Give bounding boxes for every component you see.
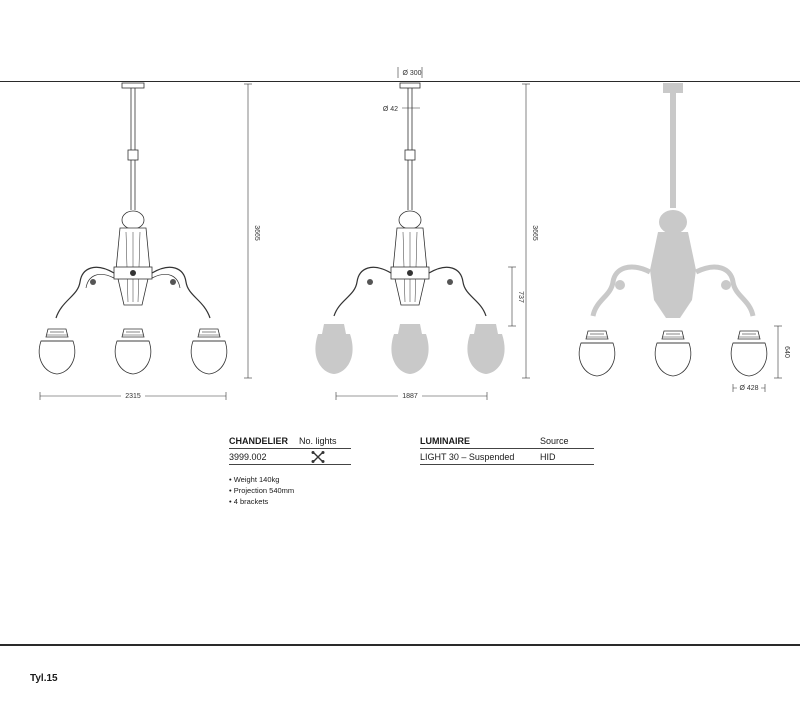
lamp-diameter-label: Ø 428 (739, 385, 759, 392)
luminaire-type: LIGHT 30 – Suspended (420, 451, 515, 462)
chandelier-table-row (229, 449, 351, 465)
height-label-left: 3665 (253, 225, 260, 241)
chandelier-silhouette-drawing (579, 83, 767, 376)
rod-diameter-label: Ø 42 (382, 106, 398, 113)
luminaire-spec-table (420, 434, 594, 465)
height-label-middle: 3665 (531, 225, 538, 241)
canopy-diameter-label: Ø 300 (402, 70, 422, 77)
luminaire-table-row (420, 449, 594, 465)
bracket-height-label: 737 (517, 291, 524, 303)
chandelier-header-label: CHANDELIER (229, 436, 289, 446)
lamp-height-label: 640 (783, 346, 790, 358)
page-reference: Tyl.15 (30, 673, 58, 684)
middle-height-dimension (522, 84, 538, 378)
chandelier-luminaire-drawing (315, 83, 504, 374)
left-height-dimension (244, 84, 260, 378)
source-header: Source (540, 436, 569, 446)
left-width-dimension (40, 391, 226, 400)
chandelier-line-drawing (39, 83, 227, 374)
four-arm-cross-icon (311, 451, 325, 463)
no-lights-header: No. lights (299, 436, 337, 446)
lamp-diameter-dimension (733, 383, 765, 392)
luminaire-header-label: LUMINAIRE (420, 436, 470, 446)
luminaire-source: HID (540, 451, 556, 462)
note-weight: • Weight 140kg (229, 475, 280, 484)
chandelier-code: 3999.002 (229, 451, 267, 462)
note-brackets: • 4 brackets (229, 497, 269, 506)
note-projection: • Projection 540mm (229, 486, 295, 495)
width-label-left: 2315 (125, 393, 141, 400)
chandelier-spec-table (229, 434, 351, 465)
luminaire-table-header (420, 434, 594, 449)
rod-diameter-dimension (383, 106, 420, 113)
middle-width-dimension (336, 391, 487, 400)
chandelier-table-header (229, 434, 351, 449)
canopy-diameter-dimension (398, 67, 422, 78)
bottom-rule (0, 644, 800, 646)
bracket-height-dimension (508, 267, 524, 326)
spec-notes (229, 474, 294, 507)
width-label-middle: 1887 (402, 393, 418, 400)
lamp-height-dimension (774, 326, 790, 378)
